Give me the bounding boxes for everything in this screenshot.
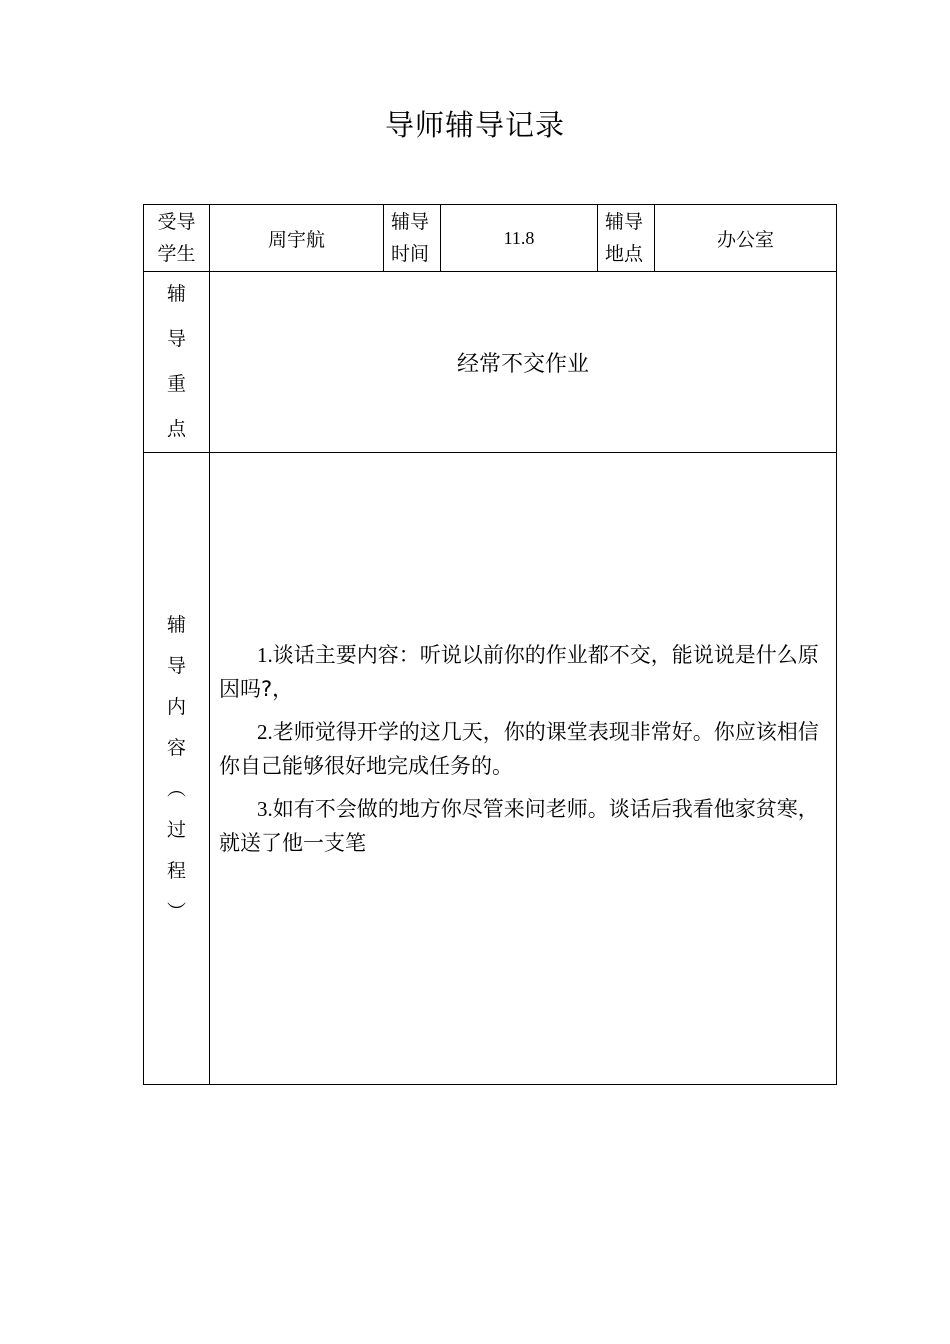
- content-label-char: 过: [166, 818, 186, 841]
- student-label: [144, 205, 210, 272]
- focus-label-char: 重: [166, 373, 186, 395]
- place-label-line-1: 辅导: [605, 211, 644, 233]
- header-row: [144, 205, 837, 272]
- content-top-spacer: [219, 453, 828, 638]
- tutoring-record-table: [143, 204, 837, 1085]
- content-row: [144, 453, 837, 1085]
- content-label-char: 辅: [166, 613, 186, 636]
- time-label: [384, 205, 441, 272]
- content-label-char: 容: [166, 736, 186, 759]
- paragraph-text: 老师觉得开学的这几天，你的课堂表现非常好。你应该相信你自己能够很好地完成任务的。: [219, 720, 819, 778]
- focus-label-char: 点: [166, 418, 186, 440]
- content-label-char: ︵: [166, 777, 186, 800]
- place-label-line-2: 地点: [605, 243, 644, 265]
- paragraph-text: 如有不会做的地方你尽管来问老师。谈话后我看他家贫寒，就送了他一支笔: [219, 797, 819, 855]
- time-label-line-2: 时间: [391, 243, 430, 265]
- content-label-char: 程: [166, 859, 186, 882]
- focus-label-char: 导: [166, 328, 186, 350]
- focus-text: 经常不交作业: [210, 272, 837, 453]
- content-paragraph: [219, 715, 828, 783]
- content-label-char: 内: [166, 695, 186, 718]
- focus-row: [144, 272, 837, 453]
- student-label-line-2: 学生: [157, 243, 196, 265]
- time-value: 11.8: [441, 205, 598, 272]
- content-paragraph: [219, 638, 828, 706]
- content-label-char: ︶: [166, 900, 186, 923]
- place-value: 办公室: [655, 205, 837, 272]
- paragraph-number: 2.: [257, 720, 273, 744]
- content-body: [210, 453, 837, 1085]
- student-label-line-1: 受导: [157, 211, 196, 233]
- student-name: 周宇航: [210, 205, 384, 272]
- page-title: 导师辅导记录: [384, 108, 565, 142]
- focus-label-char: 辅: [166, 283, 186, 305]
- paragraph-number: 3.: [257, 797, 273, 821]
- focus-label: [144, 272, 210, 453]
- content-paragraph: [219, 792, 828, 860]
- paragraph-text: 谈话主要内容：听说以前你的作业都不交，能说说是什么原因吗?，: [219, 643, 819, 701]
- paragraph-number: 1.: [257, 643, 273, 667]
- time-label-line-1: 辅导: [391, 211, 430, 233]
- content-label: [144, 453, 210, 1085]
- content-label-char: 导: [166, 654, 186, 677]
- place-label: [598, 205, 655, 272]
